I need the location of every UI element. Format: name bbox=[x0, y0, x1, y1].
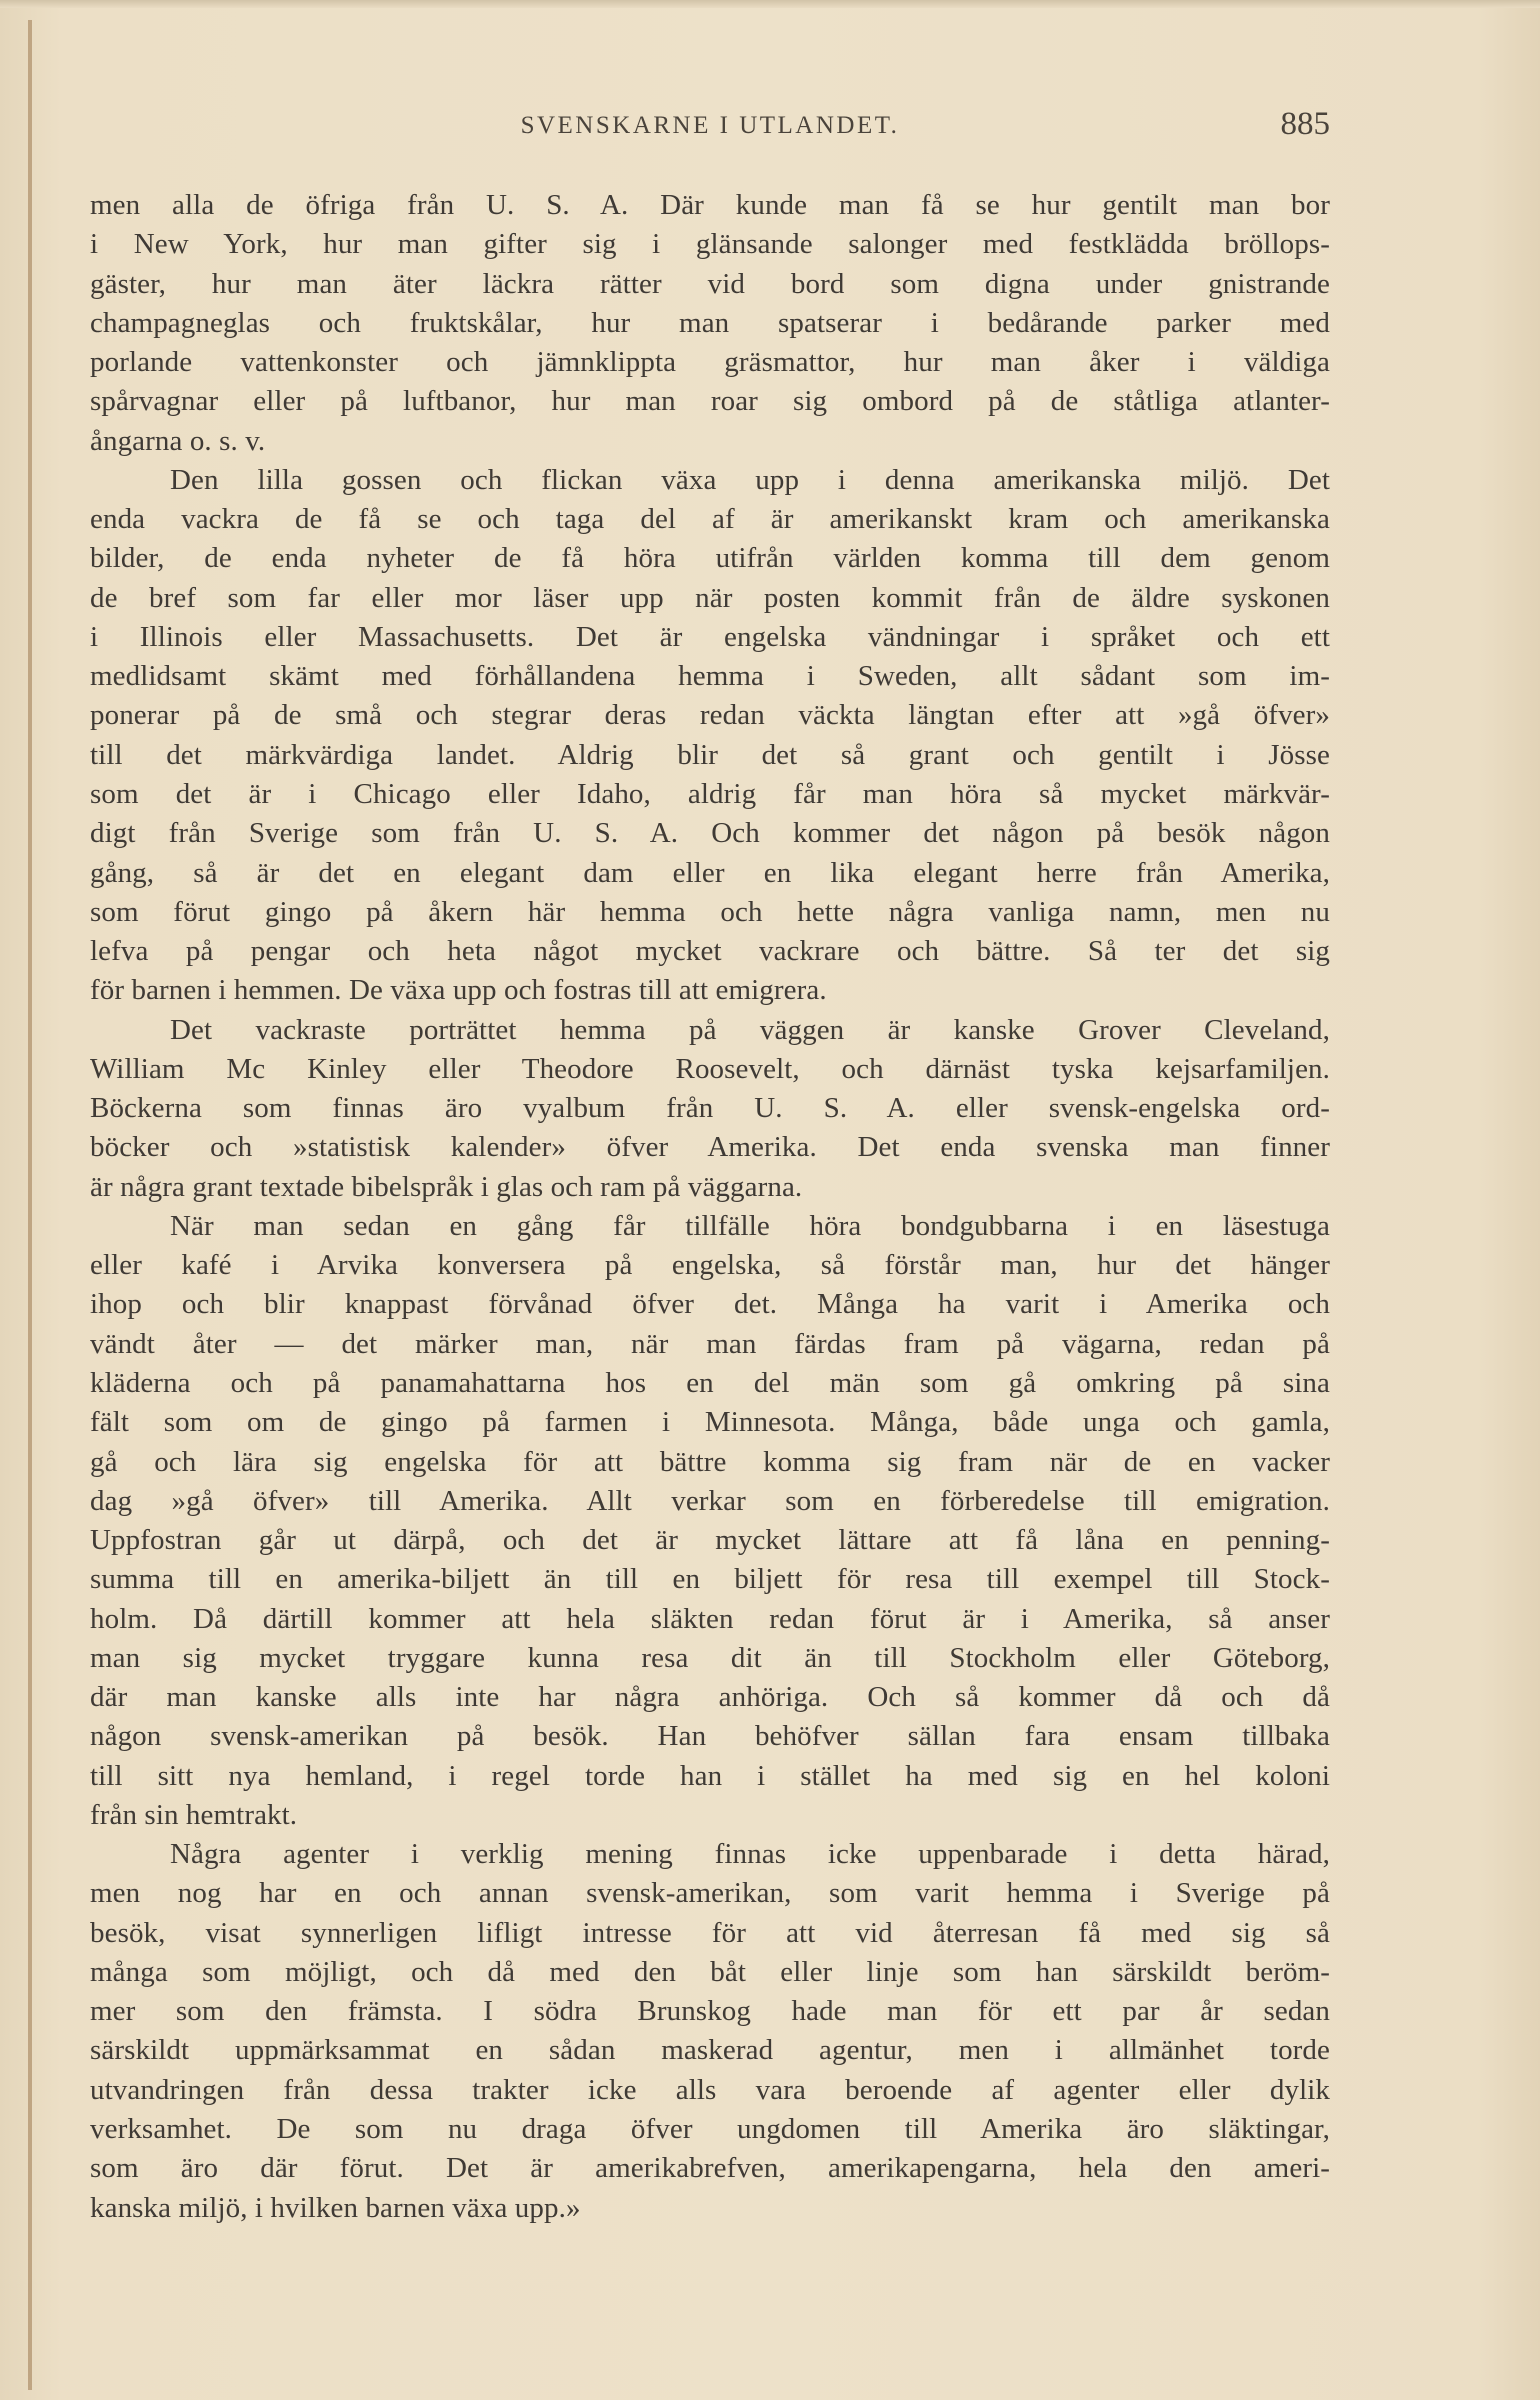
text-line: verksamhet. De som nu draga öfver ungdomen till Amerika äro släktingar, bbox=[90, 2113, 1330, 2146]
binding-margin-rule bbox=[28, 20, 32, 2390]
text-line: för barnen i hemmen. De växa upp och fostras till att emigrera. bbox=[90, 974, 827, 1007]
text-line: Det vackraste porträttet hemma på väggen är kanske Grover Cleveland, bbox=[170, 1013, 1330, 1046]
text-line: enda vackra de få se och taga del af är amerikanskt kram och amerikanska bbox=[90, 503, 1330, 536]
text-line: i Illinois eller Massachusetts. Det är engelska vändningar i språket och ett bbox=[90, 620, 1330, 653]
text-line: särskildt uppmärksammat en sådan maskerad agentur, men i allmänhet torde bbox=[90, 2034, 1330, 2067]
text-line: till det märkvärdiga landet. Aldrig blir det så grant och gentilt i Jösse bbox=[90, 738, 1330, 771]
page-number: 885 bbox=[1280, 106, 1330, 142]
text-line: När man sedan en gång får tillfälle höra bondgubbarna i en läsestuga bbox=[170, 1209, 1330, 1242]
text-line: summa till en amerika-biljett än till en biljett för resa till exempel till Stock- bbox=[90, 1563, 1330, 1596]
text-line: ihop och blir knappast förvånad öfver det. Många ha varit i Amerika och bbox=[90, 1288, 1330, 1321]
text-line: medlidsamt skämt med förhållandena hemma i Sweden, allt sådant som im- bbox=[90, 660, 1330, 693]
text-line: gäster, hur man äter läckra rätter vid bord som digna under gnistrande bbox=[90, 267, 1330, 300]
text-line: de bref som far eller mor läser upp när posten kommit från de äldre syskonen bbox=[90, 581, 1330, 614]
text-line: Uppfostran går ut därpå, och det är mycket lättare att få låna en penning- bbox=[90, 1524, 1330, 1557]
text-line: är några grant textade bibelspråk i glas och ram på väggarna. bbox=[90, 1170, 803, 1203]
text-line: någon svensk-amerikan på besök. Han behöfver sällan fara ensam tillbaka bbox=[90, 1720, 1330, 1753]
text-line: besök, visat synnerligen lifligt intresse för att vid återresan få med sig så bbox=[90, 1916, 1330, 1949]
text-line: från sin hemtrakt. bbox=[90, 1798, 298, 1831]
text-line: Den lilla gossen och flickan växa upp i denna amerikanska miljö. Det bbox=[170, 463, 1330, 496]
running-head: SVENSKARNE I UTLANDET. bbox=[520, 112, 900, 139]
text-line: man sig mycket tryggare kunna resa dit än till Stockholm eller Göteborg, bbox=[90, 1641, 1330, 1674]
text-line: mer som den främsta. I södra Brunskog hade man för ett par år sedan bbox=[90, 1995, 1330, 2028]
text-line: där man kanske alls inte har några anhöriga. Och så kommer då och då bbox=[90, 1681, 1330, 1714]
body-text bbox=[90, 186, 1330, 2228]
text-line: många som möjligt, och då med den båt eller linje som han särskildt beröm- bbox=[90, 1955, 1330, 1988]
text-line: till sitt nya hemland, i regel torde han i stället ha med sig en hel koloni bbox=[90, 1759, 1330, 1792]
text-line: gång, så är det en elegant dam eller en lika elegant herre från Amerika, bbox=[90, 856, 1330, 889]
page-top-edge bbox=[0, 0, 1540, 8]
text-line: champagneglas och fruktskålar, hur man spatserar i bedårande parker med bbox=[90, 306, 1330, 339]
text-line: fält som om de gingo på farmen i Minnesota. Många, både unga och gamla, bbox=[90, 1406, 1330, 1439]
text-line: kläderna och på panamahattarna hos en del män som gå omkring på sina bbox=[90, 1366, 1330, 1399]
text-line: dag »gå öfver» till Amerika. Allt verkar som en förberedelse till emigration. bbox=[90, 1484, 1330, 1517]
page-header bbox=[90, 106, 1330, 152]
text-line: spårvagnar eller på luftbanor, hur man roar sig ombord på de ståtliga atlanter- bbox=[90, 385, 1330, 418]
text-line: men alla de öfriga från U. S. A. Där kunde man få se hur gentilt man bor bbox=[90, 189, 1330, 221]
text-line: holm. Då därtill kommer att hela släkten redan förut är i Amerika, så anser bbox=[90, 1602, 1330, 1635]
text-line: som äro där förut. Det är amerikabrefven, amerikapengarna, hela den ameri- bbox=[90, 2152, 1330, 2185]
text-line: utvandringen från dessa trakter icke alls vara beroende af agenter eller dylik bbox=[90, 2073, 1330, 2106]
text-line: som förut gingo på åkern här hemma och hette några vanliga namn, men nu bbox=[90, 895, 1330, 928]
text-line: vändt åter — det märker man, när man färdas fram på vägarna, redan på bbox=[90, 1327, 1330, 1360]
text-line: porlande vattenkonster och jämnklippta gräsmattor, hur man åker i väldiga bbox=[90, 346, 1330, 379]
text-line: ponerar på de små och stegrar deras redan väckta längtan efter att »gå öfver» bbox=[90, 699, 1330, 732]
text-line: bilder, de enda nyheter de få höra utifrån världen komma till dem genom bbox=[90, 542, 1330, 575]
text-line: digt från Sverige som från U. S. A. Och kommer det någon på besök någon bbox=[90, 817, 1330, 850]
text-line: böcker och »statistisk kalender» öfver Amerika. Det enda svenska man finner bbox=[90, 1131, 1330, 1164]
text-line: gå och lära sig engelska för att bättre komma sig fram när de en vacker bbox=[90, 1445, 1330, 1478]
text-line: i New York, hur man gifter sig i glänsande salonger med festklädda bröllops- bbox=[90, 228, 1330, 261]
text-line: eller kafé i Arvika konversera på engelska, så förstår man, hur det hänger bbox=[90, 1249, 1330, 1282]
text-line: som det är i Chicago eller Idaho, aldrig får man höra så mycket märkvär- bbox=[90, 777, 1330, 810]
text-line: kanska miljö, i hvilken barnen växa upp.» bbox=[90, 2191, 581, 2224]
text-line: men nog har en och annan svensk-amerikan, som varit hemma i Sverige på bbox=[90, 1877, 1330, 1910]
text-line: lefva på pengar och heta något mycket vackrare och bättre. Så ter det sig bbox=[90, 935, 1330, 968]
text-line: William Mc Kinley eller Theodore Roosevelt, och därnäst tyska kejsarfamiljen. bbox=[90, 1052, 1330, 1085]
text-line: Böckerna som finnas äro vyalbum från U. S. A. eller svensk-engelska ord- bbox=[90, 1092, 1330, 1125]
text-line: ångarna o. s. v. bbox=[90, 424, 266, 457]
text-line: Några agenter i verklig mening finnas icke uppenbarade i detta härad, bbox=[170, 1838, 1330, 1871]
